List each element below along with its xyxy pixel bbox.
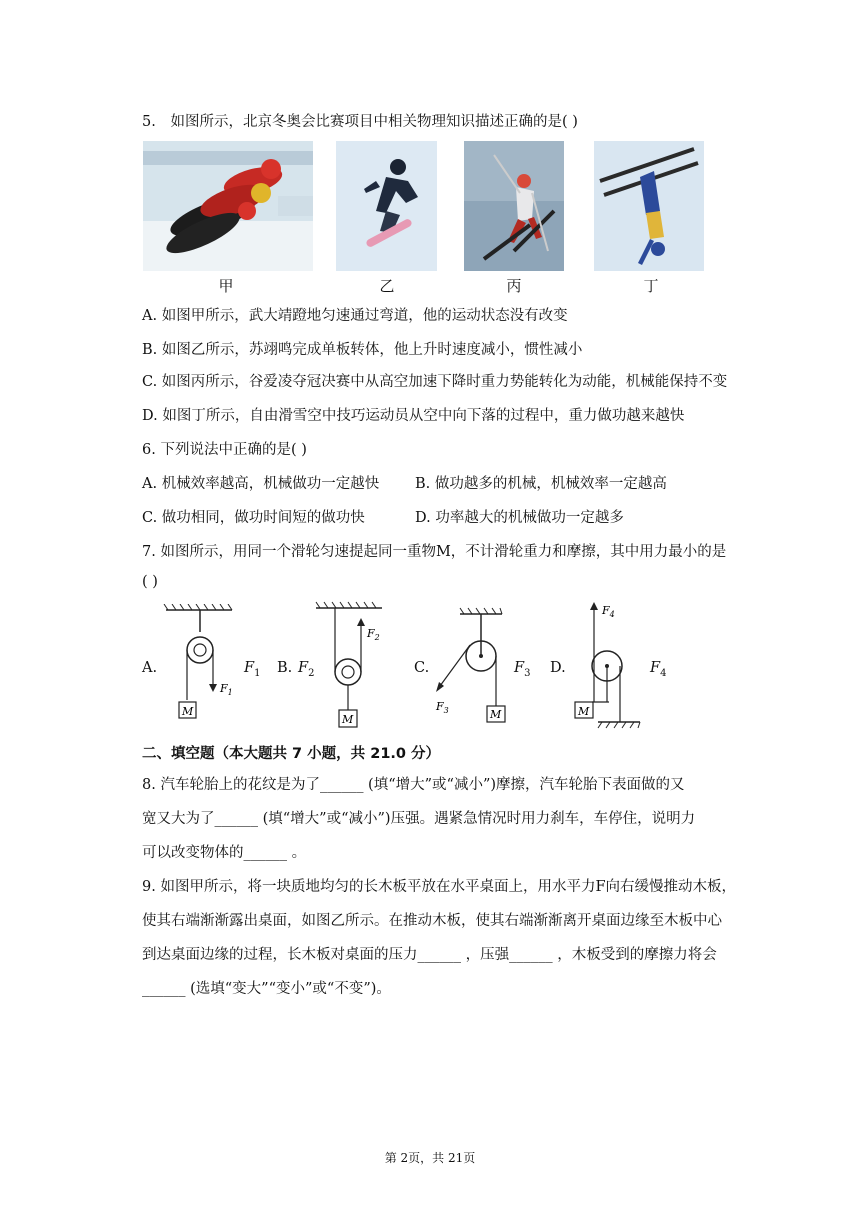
arrow-label-f1: $F_1$ — [220, 682, 233, 697]
q8-line: 8. 汽车轮胎上的花纹是为了______ (填“增大”或“减小”)摩擦，汽车轮胎下表面做的又 — [142, 777, 685, 793]
q8-line: 可以改变物体的______ 。 — [142, 845, 307, 861]
section-title: 二、填空题（本大题共 7 小题，共 21.0 分） — [142, 746, 441, 762]
q6-option-a: A. 机械效率越高，机械做功一定越快 — [142, 476, 380, 492]
photo-freestyle-ski — [464, 141, 564, 271]
question-7-stem-2: ( ) — [142, 574, 158, 590]
q7-option-c-label: C. — [414, 660, 430, 676]
caption-jia: 甲 — [218, 277, 234, 295]
question-text: 如图所示，北京冬奥会比赛项目中相关物理知识描述正确的是( ) — [170, 114, 578, 130]
caption-bing: 丙 — [506, 277, 522, 295]
question-number: 5. — [142, 114, 156, 130]
q9-line: 9. 如图甲所示，将一块质地均匀的长木板平放在水平桌面上，用水平力F向右缓慢推动木板， — [142, 879, 737, 895]
mass-m-d: M — [578, 705, 590, 718]
mass-m-b: M — [342, 713, 354, 726]
question-8 — [142, 768, 752, 870]
question-9 — [142, 870, 752, 1006]
q7-force-f2: $F_2$ — [298, 660, 315, 679]
q6-option-d: D. 功率越大的机械做功一定越多 — [415, 510, 624, 526]
photo-snowboard — [336, 141, 437, 271]
q7-option-b-label: B. — [277, 660, 293, 676]
mass-m-c: M — [490, 708, 502, 721]
q6-option-c: C. 做功相同，做功时间短的做功快 — [142, 510, 365, 526]
q7-force-f1: $F_1$ — [244, 660, 261, 679]
arrow-label-f3: $F_3$ — [436, 700, 449, 715]
question-7-stem: 7. 如图所示，用同一个滑轮匀速提起同一重物M，不计滑轮重力和摩擦，其中用力最小的是 — [142, 544, 727, 560]
arrow-label-f4: $F_4$ — [602, 604, 615, 619]
question-6-stem: 6. 下列说法中正确的是( ) — [142, 442, 307, 458]
q9-line: 使其右端渐渐露出桌面，如图乙所示。在推动木板，使其右端渐渐离开桌面边缘至木板中心 — [142, 913, 722, 929]
q7-option-d-label: D. — [550, 660, 566, 676]
photo-aerial-ski — [594, 141, 704, 271]
q5-option-a: A. 如图甲所示，武大靖蹬地匀速通过弯道，他的运动状态没有改变 — [142, 308, 568, 324]
question-5-stem — [142, 112, 578, 132]
caption-yi: 乙 — [379, 277, 395, 295]
page-footer: 第 2页，共 21页 — [384, 1151, 476, 1165]
photo-speed-skating — [143, 141, 313, 271]
q7-option-a-label: A. — [142, 660, 158, 676]
q9-line: ______ (选填“变大”“变小”或“不变”)。 — [142, 981, 391, 997]
q5-option-d: D. 如图丁所示，自由滑雪空中技巧运动员从空中向下落的过程中，重力做功越来越快 — [142, 408, 685, 424]
pulley-diagram-c — [430, 606, 520, 726]
q5-option-b: B. 如图乙所示，苏翊鸣完成单板转体，他上升时速度减小，惯性减小 — [142, 342, 583, 358]
q9-line: 到达桌面边缘的过程，长木板对桌面的压力______ ，压强______ ，木板受到的摩擦力将会 — [142, 947, 717, 963]
q7-force-f4: $F_4$ — [650, 660, 667, 679]
q6-option-b: B. 做功越多的机械，机械效率一定越高 — [415, 476, 667, 492]
pulley-diagram-d — [570, 598, 650, 736]
pulley-diagram-a — [160, 604, 240, 724]
mass-m-a: M — [182, 705, 194, 718]
caption-ding: 丁 — [643, 277, 659, 295]
pulley-diagram-b — [314, 600, 394, 732]
q7-force-f3: $F_3$ — [514, 660, 531, 679]
q5-option-c: C. 如图丙所示，谷爱凌夺冠决赛中从高空加速下降时重力势能转化为动能，机械能保持不变 — [142, 374, 728, 390]
arrow-label-f2: $F_2$ — [367, 627, 380, 642]
q8-line: 宽又大为了______ (填“增大”或“减小”)压强。遇紧急情况时用力刹车，车停住，说明力 — [142, 811, 696, 827]
